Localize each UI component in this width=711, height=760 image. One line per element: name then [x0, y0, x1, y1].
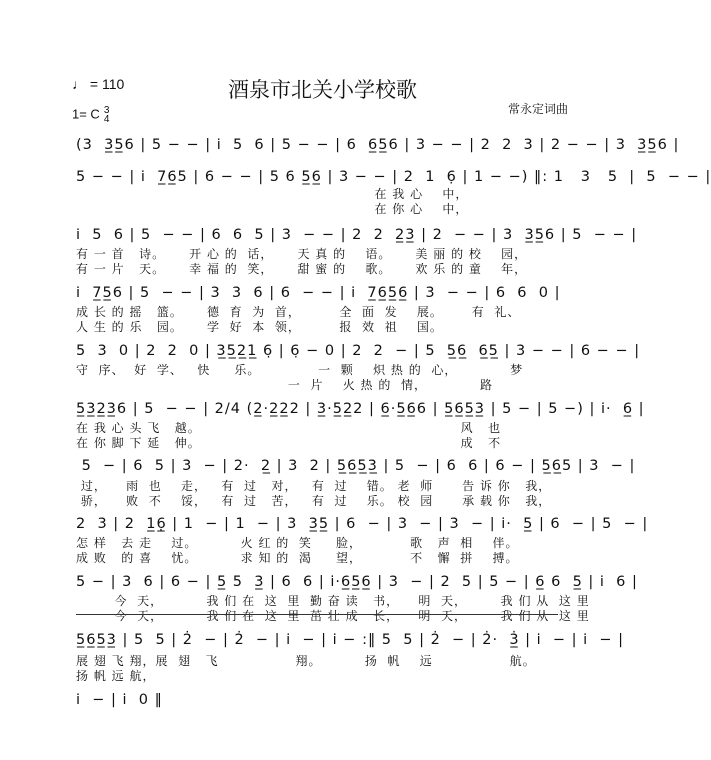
lyric-line: 在 你 脚 下 延 伸。 成 不 [76, 436, 502, 450]
time-top: 3 [103, 105, 110, 116]
lyric-line: 过， 雨 也 走， 有 过 对， 有 过 错。 老 师 告 诉 你 我， [76, 479, 552, 493]
author-credit: 常永定词曲 [508, 102, 569, 116]
lyric-line: 守 序、 好 学、 快 乐。 一 颗 炽 热 的 心， 梦 [76, 363, 524, 377]
notation-row: 5 − | 6 5 | 3 − | 2· 2̲ | 3 2 | 5̲6̲5̲3̲ | 5 − | 6 6 | 6 − | 5̲6̲5 | 3 − | [76, 458, 636, 474]
notation-row: i̇ 7̲5̲6 | 5 − − | 3 3 6 | 6 − − | i̇ 7̲6̲5̲6̲ | 3 − − | 6 6 0 | [76, 285, 561, 301]
notation-row: 2 3 | 2 1̲6̣̲ | 1 − | 1 − | 3 3̲5̲ | 6 − | 3 − | 3 − | i̇· 5̲ | 6 − | 5 − | [76, 516, 649, 532]
lyric-line: 今 天， 我 们 在 这 里 勤 奋 读 书， 明 天， 我 们 从 这 里 [76, 594, 590, 608]
song-title: 酒泉市北关小学校歌 [228, 78, 417, 102]
notation-row: 5 3 0 | 2 2 0 | 3̲5̲2̲1̲ 6̣ | 6̣ − 0 | 2 2 − | 5 5̲6̲ 6̲5̲ | 3 − − | 6 − − | [76, 343, 641, 359]
notation-row: i̇ 5 6 | 5 − − | 6 6 5 | 3 − − | 2 2 2̲3̲ | 2 − − | 3 3̲5̲6 | 5 − − | [76, 227, 638, 243]
key-value: 1= C [72, 106, 100, 122]
notation-row: 5̲6̲5̲3̲ | 5 5 | 2̇ − | 2̇ − | i̇ − | i̇ − :‖ 5 5 | 2̇ − | 2̇· 3̲̇ | i̇ − | i̇ − | [76, 632, 625, 648]
lyric-line: 在 你 心 中， [76, 202, 469, 216]
time-bottom: 4 [103, 114, 110, 125]
lyric-line: 成 败 的 喜 忧。 求 知 的 渴 望， 不 懈 拼 搏。 [76, 551, 519, 565]
lyric-line: 成 长 的 摇 篮。 德 育 为 首， 全 面 发 展。 有 礼、 [76, 305, 521, 319]
tempo-marking [72, 76, 124, 92]
tempo-value: = 110 [89, 76, 125, 92]
lyric-line: 有 一 片 天。 幸 福 的 笑， 甜 蜜 的 歌。 欢 乐 的 童 年， [76, 262, 528, 276]
notation-row: 5 − | 3 6 | 6 − | 5̲ 5 3̲ | 6 6 | i̇·6̲5̲6̲ | 3 − | 2 5 | 5 − | 6̲ 6 5̲ | i̇ 6 | [76, 574, 638, 590]
lyric-line: 怎 样 去 走 过。 火 红 的 笑 脸， 歌 声 相 伴。 [76, 536, 519, 550]
key-signature [72, 106, 109, 124]
quarter-note-icon: ♩ [72, 76, 86, 92]
lyric-line: 在 我 心 中， [76, 187, 469, 201]
lyric-line: 人 生 的 乐 园。 学 好 本 领， 报 效 祖 国。 [76, 320, 443, 334]
notation-row: 5̲3̲2̲3̲6 | 5 − − | 2/4 (2̲·2̲2̲2 | 3̲·5̲2̲2 | 6̲·5̲6̲6 | 5̲6̲5̲3̲ | 5 − | 5 −) | i̇· 6̲ | [76, 401, 645, 417]
lyric-line: 展 翅 飞 翔，展 翅 飞 翔。 扬 帆 远 航。 [76, 654, 536, 668]
lyric-line: 一 片 火 热 的 情， 路 [76, 378, 493, 392]
lyric-line: 扬 帆 远 航， [76, 669, 156, 683]
lyric-line: 在 我 心 头 飞 越。 风 也 [76, 421, 502, 435]
notation-row: i̇ − | i̇ 0 ‖ [76, 692, 163, 708]
lyric-line: 骄， 败 不 馁， 有 过 苦， 有 过 乐。 校 园 承 载 你 我， [76, 494, 552, 508]
time-signature [104, 106, 110, 124]
divider-line [76, 614, 558, 615]
lyric-line: 有 一 首 诗。 开 心 的 话， 天 真 的 语。 美 丽 的 校 园， [76, 247, 528, 261]
lyric-line: 今 天， 我 们 在 这 里 茁 壮 成 长， 明 天， 我 们 从 这 里 [76, 609, 590, 623]
notation-row: (3 3̲5̲6 | 5 − − | i̇ 5 6 | 5 − − | 6 6̲5̲6 | 3 − − | 2 2 3 | 2 − − | 3 3̲5̲6 | [76, 137, 680, 153]
notation-row: 5 − − | i̇ 7̲6̲5 | 6 − − | 5 6 5̲6̲ | 3 − − | 2 1 6̣ | 1 − −) ‖: 1 3 5 | 5 − − | [76, 169, 711, 185]
